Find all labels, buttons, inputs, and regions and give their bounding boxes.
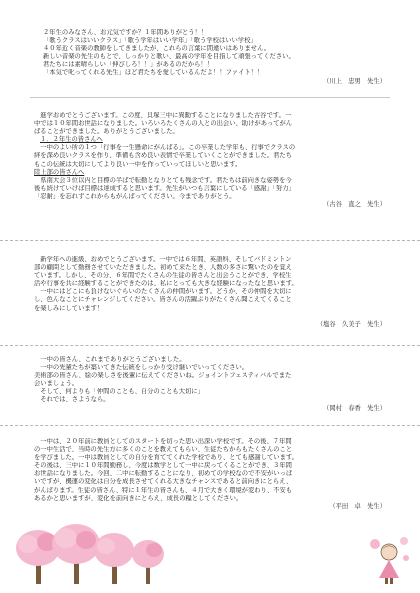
letter-line: 活や行事を共に経験することができたのは、私にとっても大きな経験になったなと思います。 xyxy=(34,280,298,288)
letter-line: そして、何よりも「仲間のことも、自分のことも大切に」 xyxy=(40,388,204,396)
letter-line: 部の顧問として勤務させていただきました。初めて来たとき、人数の多さに驚いたのを覚え xyxy=(34,264,292,272)
letter-line: 一中のよい所の１つ「行事を一生懸命にがんばる」。この卒業した学年も、行事でクラスの xyxy=(40,144,296,152)
signature: （塩谷 久美子 先生） xyxy=(316,320,386,328)
letter-line: の一中生活で、当時の先生方に多くのことを教えてもらい、生徒たちからもたくさんのこと xyxy=(34,446,293,454)
signature: （平田 卓 先生） xyxy=(329,502,386,510)
letter-line: ばることができました。ありがとうございました。 xyxy=(34,128,179,136)
cherry-blossom-tree-icon xyxy=(94,533,134,584)
letter-line: 君たちには素晴らしい「伸びしろ！！」があるのだから！！ xyxy=(43,61,214,69)
signature: （岡村 春香 先生） xyxy=(323,404,386,412)
letter-line: 一中の先輩たちが築いてきた伝統をしっかり受け継いでいってください。 xyxy=(40,364,249,372)
letter-line: 後も続けていけば目標は達成すると思います。先生がいつも言葉にしている「感謝」「努力」 xyxy=(34,184,295,192)
letter-line: それでは、さようなら。 xyxy=(40,396,110,404)
cherry-blossom-trees xyxy=(14,520,174,586)
letter-line: がんばります。生徒の皆さん、特に１年生の皆さんも、４月で大きく環境が変わり、不安も xyxy=(34,486,293,494)
section-divider xyxy=(30,97,390,98)
letter-line: いですが、機運の変化は自分を成長させてくれる大きなチャンスであると前向きにとらえ、 xyxy=(34,478,293,486)
letter-line: 会いましょう。 xyxy=(34,380,79,388)
section-divider xyxy=(0,345,420,346)
letter-kawakami xyxy=(34,29,386,86)
letter-line: ４０年近く音楽の教師をしてきましたが、これらの言葉に間違いはありません。 xyxy=(43,45,271,53)
letter-kosugi xyxy=(34,112,386,209)
letter-line: 新しい音楽の先生のもとで、しっかりと歌い、最高の学年を目指して頑張ってください。 xyxy=(43,53,295,61)
signature: （川上 忠男 先生） xyxy=(323,77,386,85)
cherry-blossom-tree-icon xyxy=(132,540,164,584)
letter-line: ２年生のみなさん、お元気ですか？１年間ありがとう！！ xyxy=(43,29,208,36)
letter-line: 美術部の皆さん、絵の楽しさを後輩に伝えてくださいね。ジョイントフェスティバルでまた xyxy=(34,372,292,380)
letter-line: ています。しかし、その分、６年間でたくさんの生徒の皆さんと出会うことができ、学校生 xyxy=(34,272,292,280)
letter-line: 新学年への進級、おめでとうございます。一中では６年間、英語科、そしてバドミントン xyxy=(40,256,292,263)
letter-line: 県南大会３位以内と目標の半ばで転勤となりとても残念です。君たちは前向きな姿勢を今 xyxy=(40,176,292,184)
letter-line: を楽しみにしています！ xyxy=(34,304,104,312)
letter-line: 「歌うクラスはいいクラス」「歌う学年はいい学年」「歌う学校はいい学校」 xyxy=(43,37,257,45)
letter-hirata xyxy=(34,438,386,511)
letter-line: あるかと思いますが、変化を前向きにとらえ、成長の糧としてください。 xyxy=(34,494,243,502)
section-divider xyxy=(0,425,420,426)
subsection-heading: 陸上部の皆さんへ xyxy=(34,168,85,176)
girl-with-cherry-blossoms-icon xyxy=(366,534,412,586)
letter-line: を学びました。一中は教員としての自分を育ててくれた学校であり、とても感謝しています。 xyxy=(34,454,298,462)
letter-okamura xyxy=(34,356,386,413)
letter-line: 一中にはどこにも負けないぐらいのたくさんの仲間がいます。どうか、その仲間を大切に xyxy=(40,288,292,296)
letter-line: 一中は、２０年前に教員としてのスタートを切った思い出深い学校です。その後、７年間 xyxy=(40,438,292,445)
letter-line: もこの伝統は大切にしてより良い一中を作っていってほしいと思います。 xyxy=(34,160,242,168)
letter-line: 一中の皆さん、これまでありがとうございました。 xyxy=(40,356,186,363)
letter-line: 「本気で叱ってくれる先生」ほど君たちを愛しているんだよ！！ファイト！！ xyxy=(43,69,264,77)
letter-line: 進学おめでとうございます。この度、貝塚三中に異動することになりました古谷です。一 xyxy=(40,112,292,119)
letter-line: 中では１０年間お世話になりました。いろいろたくさんの人との出会い、助けがあってがん xyxy=(34,120,293,128)
letter-line: お世話になりました。今回、二中に転勤することになり、初めての学校なので不安がいっぱ xyxy=(34,470,293,478)
letter-line: 「忍耐」を忘れずこれからもがんばってください。今までありがとう。 xyxy=(34,192,236,200)
cherry-blossom-tree-icon xyxy=(52,524,100,584)
signature: （古谷 直之 先生） xyxy=(323,201,386,209)
subsection-heading: １．２年生の皆さんへ xyxy=(40,136,103,144)
section-divider xyxy=(0,240,420,241)
letter-line: 絆を深め良いクラスを作り、準備も含め良い表情で卒業していくことができました。君たち xyxy=(34,152,292,160)
letter-line: その後は、三中に１０年間勤務し、今度は数学として一中に戻ってくることができ、３年間 xyxy=(34,462,292,470)
letter-tsukaya xyxy=(34,256,386,329)
letter-line: し、色んなことにチャレンジしてください。皆さんの活躍ぶりがたくさん聞こえてくること xyxy=(34,296,292,304)
